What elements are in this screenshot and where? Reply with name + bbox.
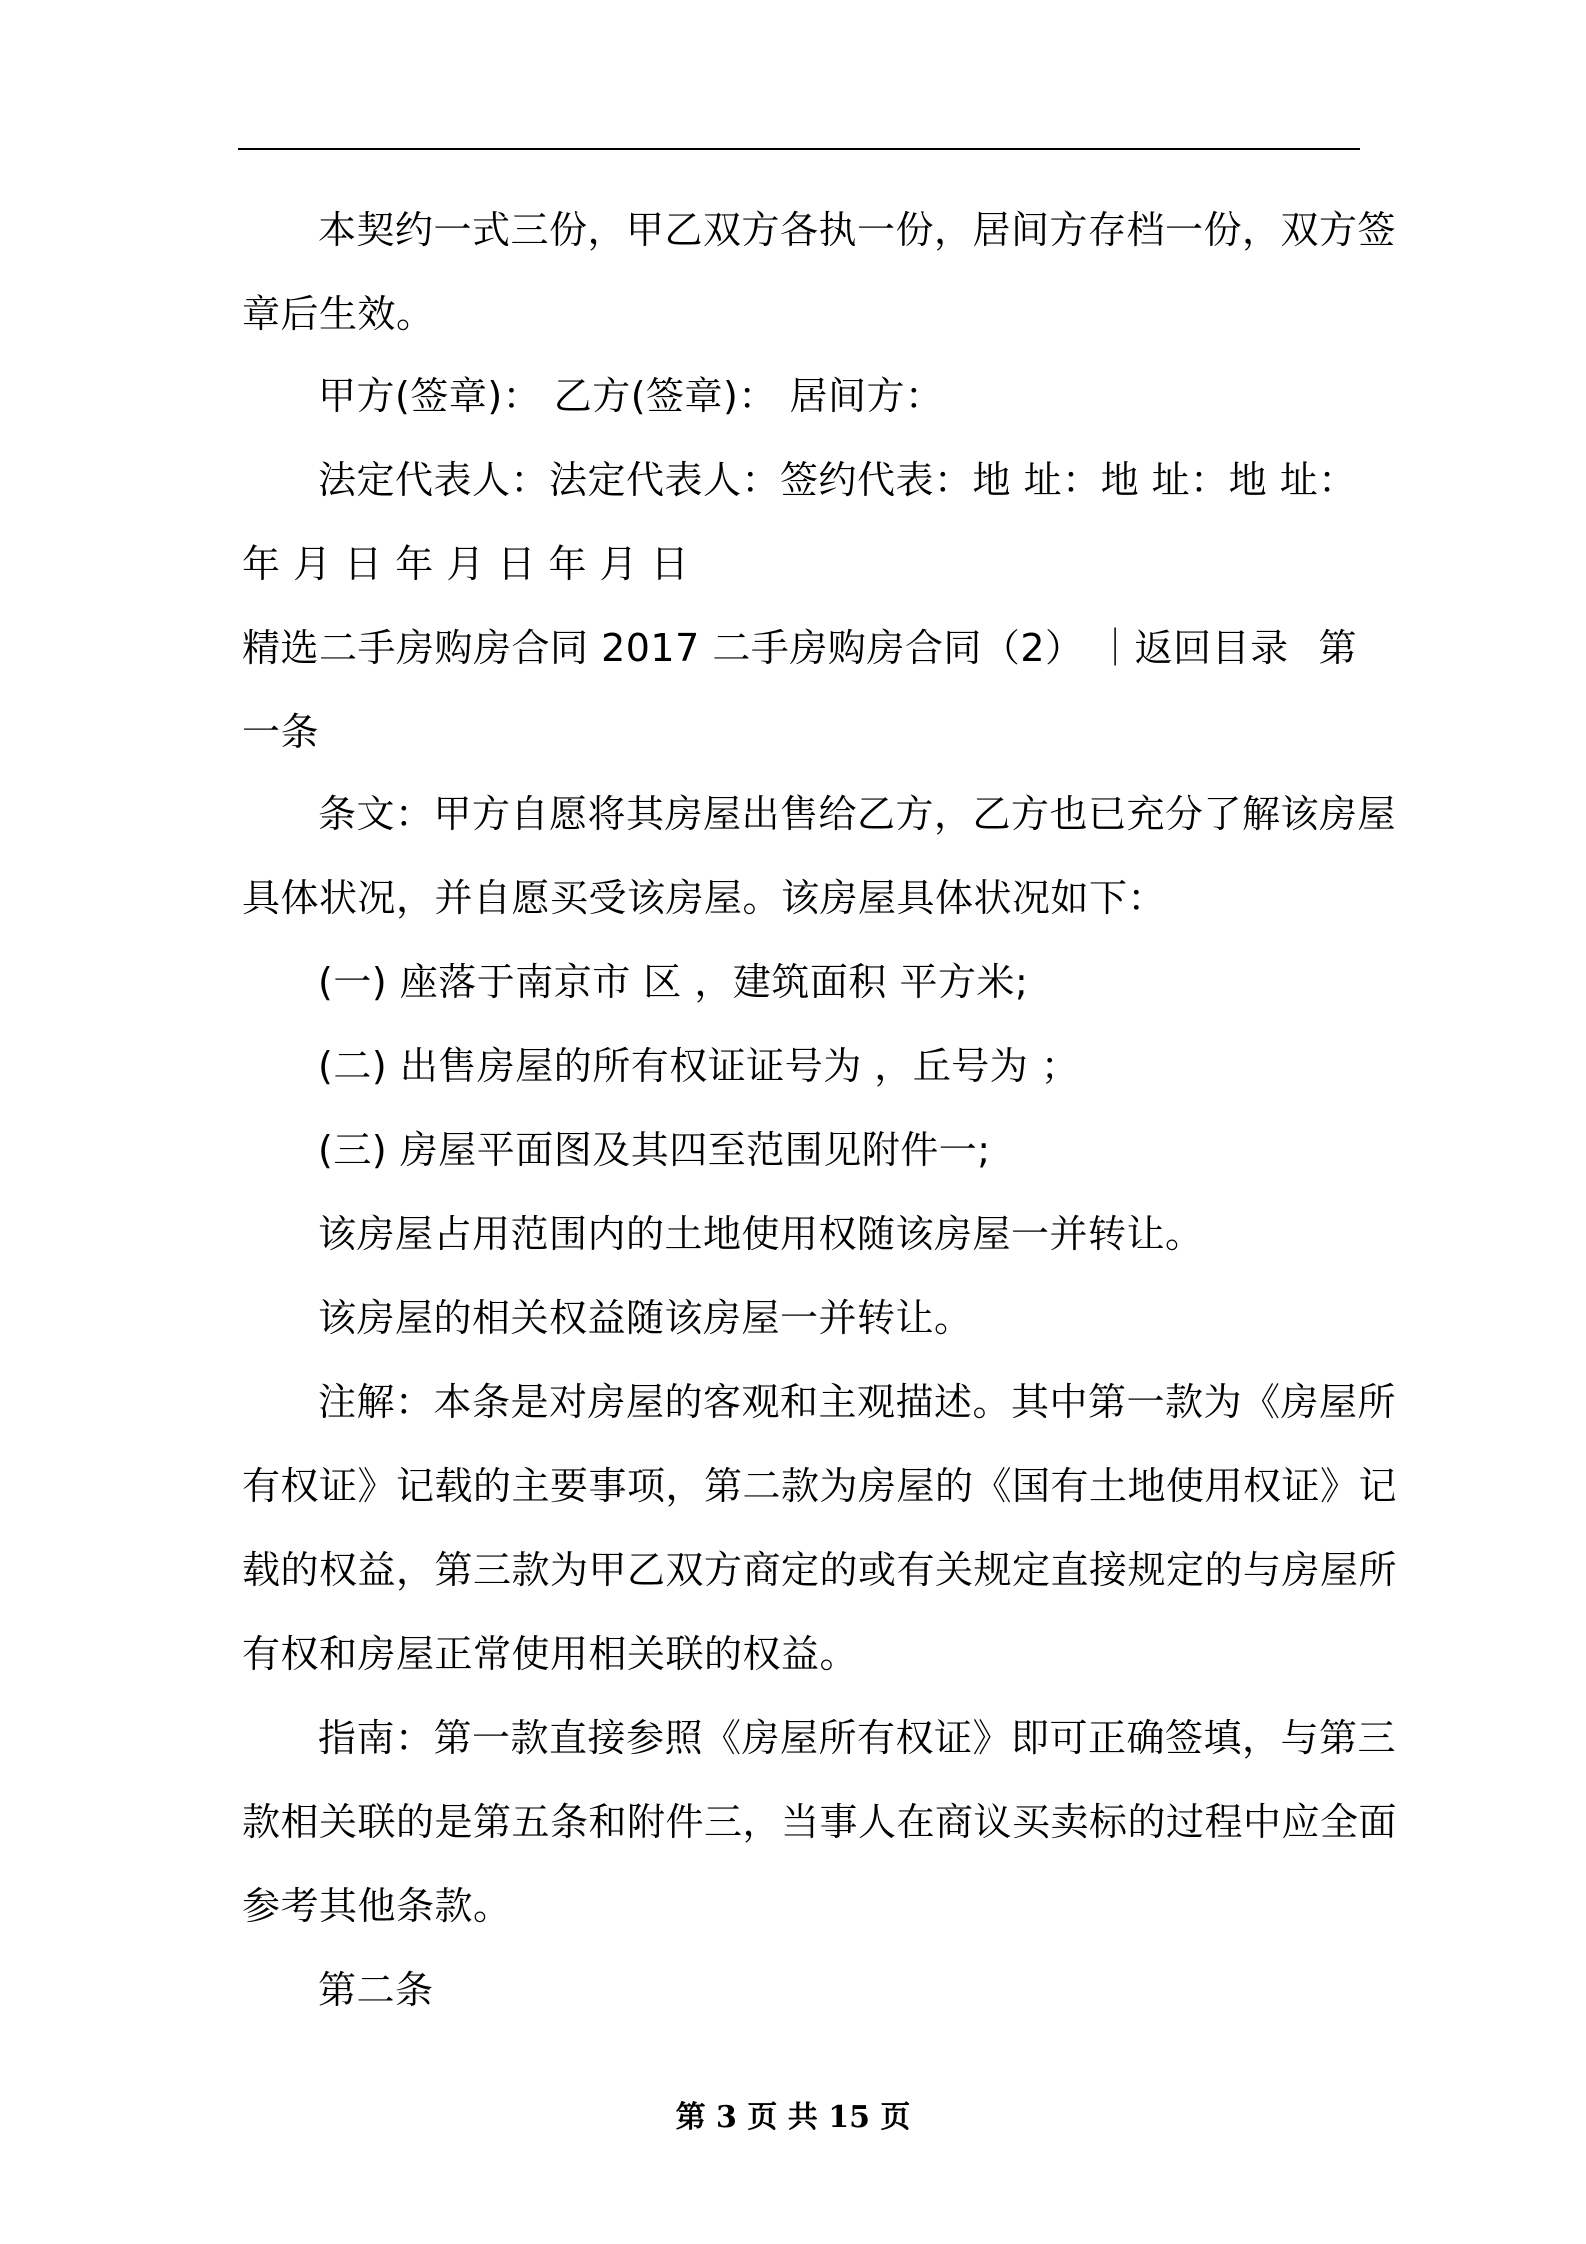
header-rule <box>238 148 1360 150</box>
paragraph-line: 该房屋的相关权益随该房屋一并转让。 <box>318 1296 973 1340</box>
paragraph-line: 条文：甲方自愿将其房屋出售给乙方，乙方也已充分了解该房屋 <box>318 792 1397 836</box>
signature-dates-line: 年 月 日 年 月 日 年 月 日 <box>242 542 690 586</box>
section-heading-line <box>242 626 1357 670</box>
signature-representatives-line: 法定代表人：法定代表人：签约代表：地 址：地 址：地 址： <box>318 458 1357 502</box>
annotation-paragraph-line: 载的权益，第三款为甲乙双方商定的或有关规定直接规定的与房屋所 <box>242 1548 1398 1592</box>
article-one-heading: 一条 <box>242 710 320 754</box>
page-number-footer: 第 3 页 共 15 页 <box>675 2100 911 2135</box>
list-item: (二) 出售房屋的所有权证证号为 ，丘号为 ； <box>318 1044 1080 1088</box>
paragraph-line: 具体状况，并自愿买受该房屋。该房屋具体状况如下： <box>242 876 1167 920</box>
article-two-heading: 第二条 <box>318 1968 434 2012</box>
paragraph-line: 该房屋占用范围内的土地使用权随该房屋一并转让。 <box>318 1212 1204 1256</box>
guide-paragraph-line: 指南：第一款直接参照《房屋所有权证》即可正确签填，与第三 <box>318 1716 1397 1760</box>
signature-parties-line: 甲方(签章)： 乙方(签章)： 居间方： <box>318 374 944 418</box>
list-item: (三) 房屋平面图及其四至范围见附件一; <box>318 1128 991 1172</box>
paragraph-line: 本契约一式三份，甲乙双方各执一份，居间方存档一份，双方签 <box>318 208 1397 252</box>
guide-paragraph-line: 参考其他条款。 <box>242 1884 512 1928</box>
annotation-paragraph-line: 有权和房屋正常使用相关联的权益。 <box>242 1632 859 1676</box>
annotation-paragraph-line: 注解：本条是对房屋的客观和主观描述。其中第一款为《房屋所 <box>318 1380 1397 1424</box>
paragraph-line: 章后生效。 <box>242 292 435 336</box>
guide-paragraph-line: 款相关联的是第五条和附件三，当事人在商议买卖标的过程中应全面 <box>242 1800 1398 1844</box>
annotation-paragraph-line: 有权证》记载的主要事项，第二款为房屋的《国有土地使用权证》记 <box>242 1464 1398 1508</box>
section-title-link[interactable]: 精选二手房购房合同 2017 二手房购房合同（2） ｜返回目录 <box>242 626 1289 670</box>
section-title-continuation: 第 <box>1318 626 1357 670</box>
list-item: (一) 座落于南京市 区 ，建筑面积 平方米; <box>318 960 1029 1004</box>
